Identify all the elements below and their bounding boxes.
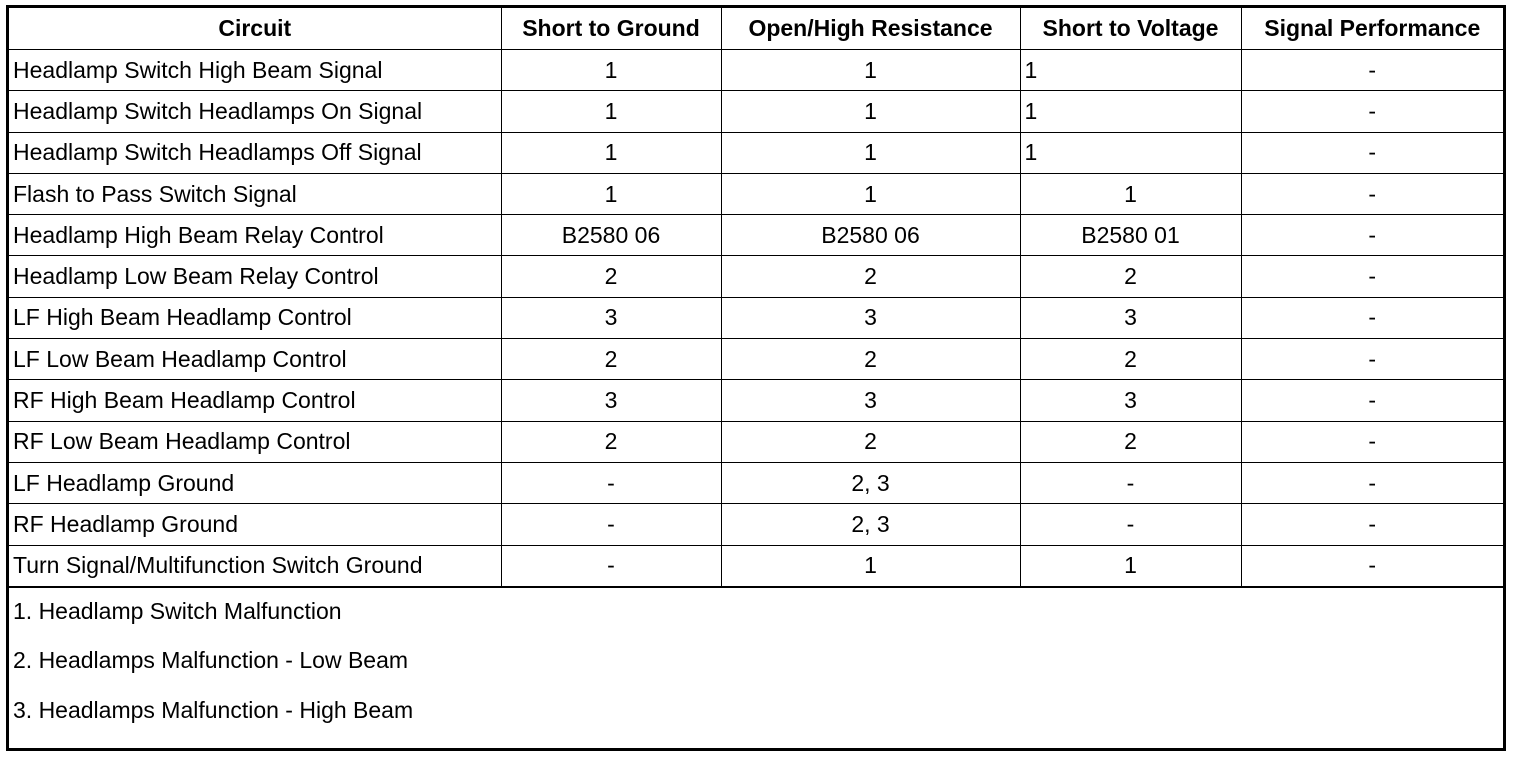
circuit-name: RF Headlamp Ground	[9, 504, 501, 545]
short-to-ground-cell: 2	[501, 421, 721, 462]
signal-performance-cell: -	[1241, 380, 1503, 421]
open-high-resistance-cell: 1	[721, 50, 1020, 91]
table-row	[9, 297, 1503, 338]
circuit-name: Headlamp Switch High Beam Signal	[9, 50, 501, 91]
short-to-ground-cell: -	[501, 462, 721, 503]
header-circuit: Circuit	[9, 8, 501, 50]
circuit-name: Headlamp Switch Headlamps Off Signal	[9, 132, 501, 173]
table-row	[9, 421, 1503, 462]
short-to-ground-cell: 3	[501, 380, 721, 421]
short-to-voltage-cell: 2	[1020, 256, 1241, 297]
open-high-resistance-cell: 1	[721, 173, 1020, 214]
open-high-resistance-cell: 3	[721, 380, 1020, 421]
footnote-3: 3. Headlamps Malfunction - High Beam	[13, 697, 414, 724]
circuit-name: Headlamp Switch Headlamps On Signal	[9, 91, 501, 132]
circuit-name: Turn Signal/Multifunction Switch Ground	[9, 545, 501, 586]
circuit-fault-table	[9, 8, 1503, 587]
short-to-ground-cell: 2	[501, 339, 721, 380]
table-row	[9, 91, 1503, 132]
short-to-ground-cell: B2580 06	[501, 215, 721, 256]
short-to-voltage-cell: 1	[1020, 132, 1241, 173]
circuit-name: LF Headlamp Ground	[9, 462, 501, 503]
circuit-name: LF High Beam Headlamp Control	[9, 297, 501, 338]
short-to-voltage-cell: 1	[1020, 91, 1241, 132]
short-to-ground-cell: -	[501, 504, 721, 545]
short-to-ground-cell: 3	[501, 297, 721, 338]
table-row	[9, 504, 1503, 545]
open-high-resistance-cell: B2580 06	[721, 215, 1020, 256]
short-to-ground-cell: 1	[501, 173, 721, 214]
table-row	[9, 380, 1503, 421]
short-to-ground-cell: 2	[501, 256, 721, 297]
open-high-resistance-cell: 2	[721, 421, 1020, 462]
open-high-resistance-cell: 2, 3	[721, 462, 1020, 503]
short-to-ground-cell: 1	[501, 132, 721, 173]
circuit-name: Headlamp Low Beam Relay Control	[9, 256, 501, 297]
table-row	[9, 132, 1503, 173]
header-short-to-voltage: Short to Voltage	[1020, 8, 1241, 50]
short-to-voltage-cell: -	[1020, 462, 1241, 503]
open-high-resistance-cell: 2	[721, 339, 1020, 380]
short-to-voltage-cell: 3	[1020, 297, 1241, 338]
signal-performance-cell: -	[1241, 504, 1503, 545]
table-header-row	[9, 8, 1503, 50]
signal-performance-cell: -	[1241, 297, 1503, 338]
short-to-voltage-cell: 1	[1020, 50, 1241, 91]
table-row	[9, 215, 1503, 256]
signal-performance-cell: -	[1241, 215, 1503, 256]
signal-performance-cell: -	[1241, 173, 1503, 214]
open-high-resistance-cell: 1	[721, 91, 1020, 132]
open-high-resistance-cell: 2	[721, 256, 1020, 297]
signal-performance-cell: -	[1241, 421, 1503, 462]
table-row	[9, 339, 1503, 380]
open-high-resistance-cell: 1	[721, 545, 1020, 586]
signal-performance-cell: -	[1241, 339, 1503, 380]
header-open-high-resistance: Open/High Resistance	[721, 8, 1020, 50]
table-row	[9, 462, 1503, 503]
diagnostic-table-frame	[6, 5, 1506, 751]
signal-performance-cell: -	[1241, 545, 1503, 586]
short-to-voltage-cell: B2580 01	[1020, 215, 1241, 256]
signal-performance-cell: -	[1241, 462, 1503, 503]
signal-performance-cell: -	[1241, 132, 1503, 173]
header-signal-performance: Signal Performance	[1241, 8, 1503, 50]
open-high-resistance-cell: 1	[721, 132, 1020, 173]
table-row	[9, 173, 1503, 214]
table-row	[9, 545, 1503, 586]
footnote-1: 1. Headlamp Switch Malfunction	[13, 597, 342, 624]
short-to-voltage-cell: 2	[1020, 421, 1241, 462]
signal-performance-cell: -	[1241, 256, 1503, 297]
signal-performance-cell: -	[1241, 91, 1503, 132]
circuit-name: RF Low Beam Headlamp Control	[9, 421, 501, 462]
short-to-ground-cell: 1	[501, 91, 721, 132]
short-to-ground-cell: -	[501, 545, 721, 586]
short-to-voltage-cell: 1	[1020, 545, 1241, 586]
circuit-name: Headlamp High Beam Relay Control	[9, 215, 501, 256]
footnotes	[9, 587, 1503, 736]
header-short-to-ground: Short to Ground	[501, 8, 721, 50]
circuit-name: LF Low Beam Headlamp Control	[9, 339, 501, 380]
open-high-resistance-cell: 2, 3	[721, 504, 1020, 545]
short-to-voltage-cell: 3	[1020, 380, 1241, 421]
short-to-voltage-cell: -	[1020, 504, 1241, 545]
circuit-name: Flash to Pass Switch Signal	[9, 173, 501, 214]
table-row	[9, 256, 1503, 297]
footnote-2: 2. Headlamps Malfunction - Low Beam	[13, 647, 409, 674]
table-row	[9, 50, 1503, 91]
short-to-voltage-cell: 1	[1020, 173, 1241, 214]
open-high-resistance-cell: 3	[721, 297, 1020, 338]
short-to-ground-cell: 1	[501, 50, 721, 91]
short-to-voltage-cell: 2	[1020, 339, 1241, 380]
signal-performance-cell: -	[1241, 50, 1503, 91]
circuit-name: RF High Beam Headlamp Control	[9, 380, 501, 421]
